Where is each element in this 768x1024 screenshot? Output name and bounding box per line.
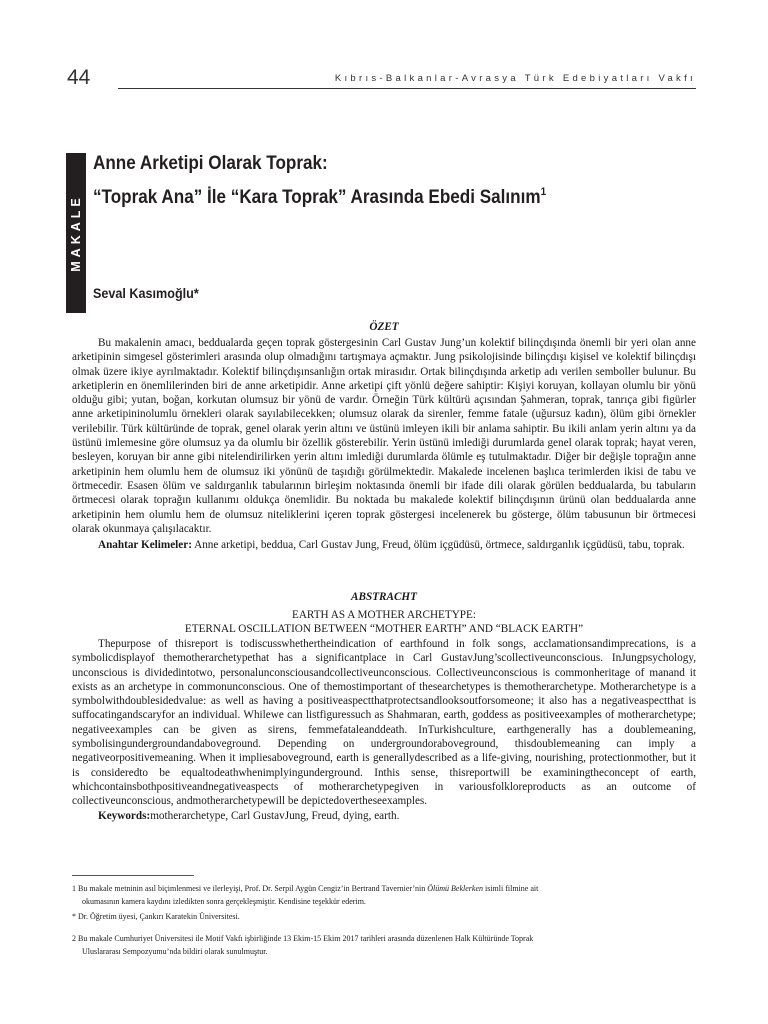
footnote-2-continued: Uluslararası Sempozyumu’nda bildiri olarak sunulmuştur. [82,947,268,956]
abstract-title-line-2: ETERNAL OSCILLATION BETWEEN “MOTHER EARTH” AND “BLACK EARTH” [184,623,584,635]
title-line-2: “Toprak Ana” İle “Kara Toprak” Arasında Ebedi Salınım$^1$ [93,186,547,208]
page-number: 44 [67,66,91,89]
keywords-label-en: Keywords: [98,809,151,822]
abstract-body [72,637,696,823]
title-footnote-mark: 1 [540,186,547,198]
author-name: Seval Kasımoğlu* [93,285,199,301]
abstract-paragraph: Thepurpose of thisreport is todiscusswhethertheindication of earthfound in folk songs, acclamationsandimprecations, is a symbolicdisplayof themotherarchetypethat has a significantplace in Carl GustavJung’scollectiveunconscious. InJungpsychology, unconscious is dividedintotwo, personalunconsciousandcollectiveunconscious. Collectiveunconscious is commonheritage of manand it exists as an archetype in commonunconscious. One of themostimportant of thesearchetypes is themotherarchetype. Motherarchetype is a symbolwithdoublesidedvalue: as well as having a positiveaspectthatprotectsandlooksoutforsomeone; it also has a negativeaspectthat is suffocatingandscaryfor an individual. Whilewe can listfiguressuch as Shahmaran, earth, goddess as positiveexamples of motherarchetype; negativeexamples can be given as sirens, femmefataleanddeath. InTurkishculture, earthgenerally has a doublemeaning, symbolisingundergroundandaboveground. Depending on undergroundoraboveground, thisdoublemeaning can imply a negativeorpositivemeaning. When it impliesaboveground, earth is generallydescribed as a life-giving, nourishing, protectionmother, but it is consideredto be equaltodeathwhenimplyingunderground. Inthis sense, thisreportwill be examiningtheconcept of earth, whichcontainsbothpositiveandnegativeaspects of motherarchetypegiven in variousfolkloreproducts as an outcome of collectiveunconscious, andmotherarchetypewill be depictedovertheseexamples. [72,638,696,808]
ozet-heading: ÖZET [369,321,399,333]
footnote-2: 2 Bu makale Cumhuriyet Üniversitesi ile Motif Vakfı işbirliğinde 13 Ekim-15 Ekim 2017 tarihleri arasında düzenlenen Halk Kültüründe Toprak [72,934,534,943]
keywords-label-tr: Anahtar Kelimeler: [98,539,192,552]
running-head: Kıbrıs-Balkanlar-Avrasya Türk Edebiyatları Vakfı [334,73,696,84]
abstract-keywords [72,809,696,823]
title-line-1: Anne Arketipi Olarak Toprak: [93,153,328,174]
abstract-title-line-1: EARTH AS A MOTHER ARCHETYPE: [292,609,476,621]
film-title: Ölümü Beklerken [427,884,483,893]
section-label: MAKALE [69,194,83,272]
ozet-body [72,336,696,552]
footnote-1-continued: okumasının kamera kaydını izledikten sonra gerçekleşmiştir. Kendisine teşekkür ederim. [82,897,366,906]
ozet-keywords [72,538,696,552]
header-rule [118,88,696,89]
keywords-en: motherarchetype, Carl GustavJung, Freud, dying, earth. [150,809,400,822]
keywords-tr: Anne arketipi, beddua, Carl Gustav Jung, Freud, ölüm içgüdüsü, örtmece, saldırganlık içgüdüsü, tabu, toprak. [191,539,685,552]
footnote-1: 1 Bu makale metninin asıl biçimlenmesi ve ilerleyişi, Prof. Dr. Serpil Aygün Cengiz’in Bertrand Tavernier’nin Ölümü Beklerken isimli filmine ait [72,884,539,893]
section-tab [66,153,86,313]
ozet-paragraph: Bu makalenin amacı, beddualarda geçen toprak göstergesinin Carl Gustav Jung’un kolektif bilinçdışında önemli bir yeri olan anne arketipinin simgesel gösterimleri arasında olup olmadığını tartışmaya açmaktır. Jung psikolojisinde bilinçdışı kişisel ve kolektif bilinçdışı olmak üzere ikiye ayrılmaktadır. Kolektif bilinçdışınsanlığın ortak mirasıdır. Ortak bilinçdışında arketip adı verilen semboller bulunur. Bu arketiplerin en önemlilerinden biri de anne arketipidir. Anne arketipi çift yönlü değere sahiptir: Kişiyi koruyan, kollayan olumlu bir yönü olduğu gibi; yutan, boğan, korkutan olumsuz bir yönü de vardır. Örneğin Türk kültürü açısından Şahmeran, toprak, tanrıça gibi figürler anne arketipininolumlu örnekleri olarak sayılabilecekken; olumsuz olarak da sirenler, femme fatale (uğursuz kadın), ölüm gibi örnekler verilebilir. Türk kültüründe de toprak, genel olarak yerin altını ve üstünü imleyen ikili bir anlama sahiptir. Bu ikili anlam yerin altını ya da üstünü imlemesine göre olumsuz ya da olumlu bir özellik gösterebilir. Yerin üstünü imlediği durumlarda genel olarak toprak; hayat veren, besleyen, koruyan bir anne gibi nitelendirilirken yerin altını imlediği durumlarda ölümle eş tutulmaktadır. Diğer bir değişle toprağın anne arketipinin hem olumlu hem de olumsuz iki yönünü de taşıdığı görülmektedir. Makalede incelenen başlıca terimlerden ikisi de tabu ve örtmecedir. Esasen ölüm ve saldırganlık tabularının birleşim noktasında önemli bir ifade dili olarak görülen beddualarda, bu tabuların örtmecesi olarak toprağın kullanımı oldukça önemlidir. Bu noktada bu makalede kolektif bilinçdışının ürünü olan beddualarda anne arketipinin hem olumlu hem de olumsuz niteliklerini içeren toprak göstergesi incelenerek bu gösterge, ölüm tabusunun bir örtmecesi olarak okunmaya çalışılacaktır. [72,337,696,535]
abstract-heading: ABSTRACHT [351,591,417,603]
footnotes [72,882,696,958]
article-title [93,149,597,212]
footnote-author: * Dr. Öğretim üyesi, Çankırı Karatekin Üniversitesi. [72,912,240,921]
footnote-rule [72,875,194,876]
